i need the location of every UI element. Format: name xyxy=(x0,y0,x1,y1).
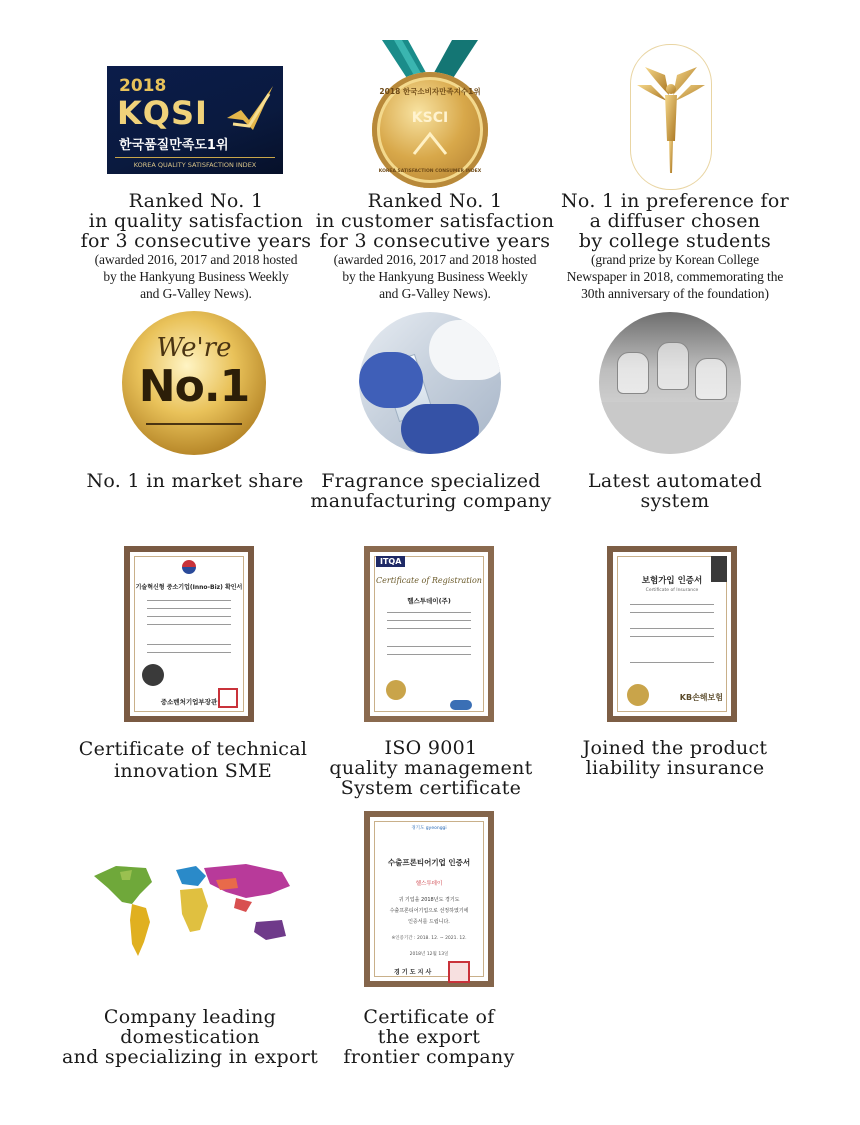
cert-iso9001 xyxy=(300,738,562,798)
award-customer xyxy=(310,191,560,302)
cert-company: 헬스투데이 xyxy=(415,881,443,887)
medal-disc xyxy=(372,72,488,188)
award-subtitle: (awarded 2016, 2017 and 2018 hosted by the Hankyung Business Weekly and G-Valley News). xyxy=(94,252,298,301)
no1-gold-badge xyxy=(122,311,266,455)
cert-insurance xyxy=(550,738,800,778)
laurel-icon xyxy=(410,128,450,158)
kqsi-korean: 한국품질만족도1위 xyxy=(119,138,229,153)
award-title: No. 1 in preference for a diffuser chosen by college students xyxy=(561,190,789,252)
cert-title: Certificate of technical innovation SME xyxy=(78,738,308,782)
export-title: Company leading domestication and specializing in export xyxy=(61,1006,319,1068)
kqsi-caption: KOREA QUALITY SATISFACTION INDEX xyxy=(115,157,275,169)
cert-period: ※인증기간 : 2018. 12. ~ 2021. 12. xyxy=(391,936,467,941)
feature-title: No. 1 in market share xyxy=(86,470,304,492)
feature-title: Latest automated system xyxy=(587,470,763,512)
iso9001-certificate xyxy=(364,546,494,722)
feature-automation xyxy=(560,471,790,511)
automation-photo xyxy=(599,312,741,454)
world-map xyxy=(86,858,300,968)
cert-heading: 수출프론티어기업 인증서 xyxy=(387,858,471,867)
world-map-icon xyxy=(86,858,300,968)
cert-footer: 중소벤처기업부장관 xyxy=(160,698,218,706)
export-leading xyxy=(40,1007,340,1067)
cert-signer: 경 기 도 지 사 xyxy=(394,969,432,976)
cert-title: Certificate of the export frontier company xyxy=(343,1006,515,1068)
award-subtitle: (awarded 2016, 2017 and 2018 hosted by the Hankyung Business Weekly and G-Valley News). xyxy=(333,252,537,301)
medal-bottom-text: KOREA SATISFACTION CONSUMER INDEX xyxy=(378,169,482,174)
badge-top: We're xyxy=(156,333,232,363)
cert-title: ISO 9001 quality management System certificate xyxy=(329,737,533,799)
kqsi-logo xyxy=(107,66,283,174)
award-title: Ranked No. 1 in quality satisfaction for 3 consecutive years xyxy=(80,190,312,252)
feature-market-share xyxy=(70,471,320,491)
award-preference xyxy=(545,191,805,302)
lab-gloves-photo xyxy=(359,312,501,454)
badge-main: No.1 xyxy=(138,361,250,412)
award-title: Ranked No. 1 in customer satisfaction for 3 consecutive years xyxy=(315,190,555,252)
cert-heading: 보험가입 인증서 xyxy=(641,576,703,586)
award-quality xyxy=(60,191,332,302)
medal-top-text: 2018 한국소비자만족지수1위 xyxy=(379,87,481,96)
cert-company: 헬스투데이(주) xyxy=(407,597,451,605)
export-frontier-certificate xyxy=(364,811,494,987)
cert-technical-innovation xyxy=(60,738,326,782)
cert-title: Joined the product liability insurance xyxy=(582,737,768,779)
cert-brand: ITQA xyxy=(376,556,405,567)
ksci-medal xyxy=(368,40,492,190)
check-swoosh-icon xyxy=(219,80,279,140)
award-subtitle: (grand prize by Korean College Newspaper in 2018, commemorating the 30th anniversary of the foundation) xyxy=(566,252,784,301)
cert-insurer: KB손해보험 xyxy=(679,693,723,702)
innobiz-certificate xyxy=(124,546,254,722)
trophy-icon xyxy=(631,45,711,189)
kqsi-name: KQSI xyxy=(117,94,208,132)
cert-heading: Certificate of Registration xyxy=(376,576,482,585)
feature-title: Fragrance specialized manufacturing company xyxy=(310,470,552,512)
cert-date: 2018년 12월 13일 xyxy=(409,952,449,957)
cert-subheading: Certificate of Insurance xyxy=(645,588,699,593)
cert-heading: 기술혁신형 중소기업(Inno-Biz) 확인서 xyxy=(135,584,243,591)
medal-name: KSCI xyxy=(411,110,449,126)
feature-fragrance xyxy=(300,471,562,511)
cert-body: 귀 기업을 2018년도 경기도 수출프론티어기업으로 선정하였기에 인증서를 드립니다. xyxy=(389,897,469,925)
insurance-certificate xyxy=(607,546,737,722)
cert-export-frontier xyxy=(320,1007,538,1067)
golden-angel-trophy xyxy=(630,44,712,190)
kqsi-year: 2018 xyxy=(119,76,167,96)
cert-logo: 경기도 gyeonggi xyxy=(411,826,447,831)
